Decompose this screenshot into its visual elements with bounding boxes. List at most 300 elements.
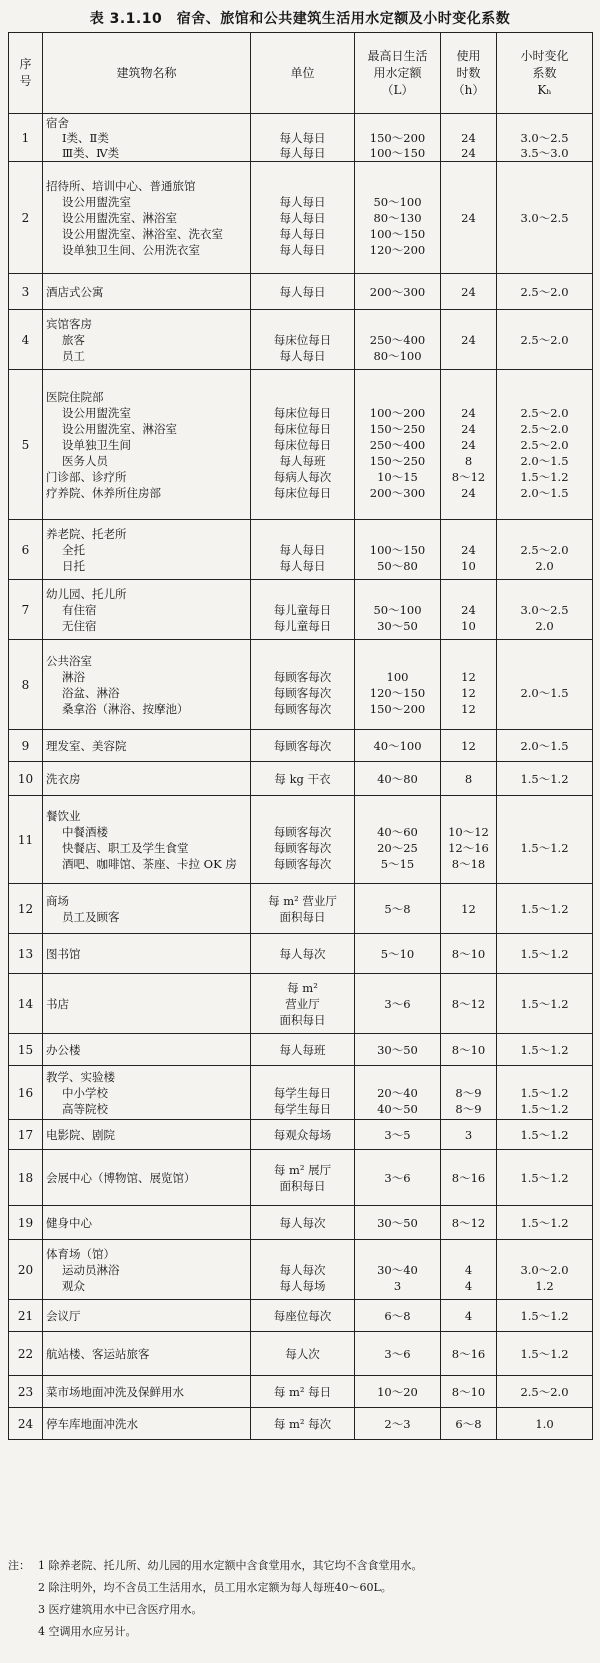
unit-line: 每人每日 (279, 284, 326, 299)
building-name-line: 快餐店、职工及学生食堂 (62, 840, 189, 855)
quota-line: 10～20 (377, 1384, 418, 1399)
kh-line: 3.0～2.5 (520, 210, 569, 225)
kh-cell (497, 310, 593, 370)
table-row (9, 274, 593, 310)
unit-line (251, 808, 354, 824)
kh-cell (497, 1332, 593, 1376)
hours-line: 8～10 (451, 1384, 486, 1399)
building-name-line: 中小学校 (62, 1085, 108, 1100)
building-name-line: 设公用盥洗室、淋浴室 (62, 210, 177, 225)
quota-line: 5～8 (384, 901, 411, 916)
table-row (9, 1206, 593, 1240)
unit-line: 每人每日 (279, 130, 326, 145)
building-name-line: 体育场（馆） (46, 1246, 115, 1261)
hours-line: 24 (461, 542, 476, 557)
kh-line (497, 1069, 592, 1085)
hours-line: 12 (461, 738, 476, 753)
unit-line: 每人每次 (279, 1262, 326, 1277)
kh-cell (497, 796, 593, 884)
unit-line: 每床位每日 (273, 405, 332, 420)
unit-line: 每顾客每次 (273, 685, 332, 700)
row-number: 5 (9, 370, 43, 520)
note-line (8, 1577, 592, 1599)
kh-line: 1.5～1.2 (520, 946, 569, 961)
kh-line: 1.5～1.2 (520, 1127, 569, 1142)
quota-cell (355, 1206, 441, 1240)
hours-cell (441, 1150, 497, 1206)
hours-line: 8～12 (451, 1215, 486, 1230)
building-name-line: Ⅰ类、Ⅱ类 (62, 130, 109, 145)
row-number: 16 (9, 1066, 43, 1120)
unit-line: 每 m² (287, 980, 318, 995)
building-name-line: 电影院、剧院 (46, 1127, 115, 1142)
hours-line (441, 242, 496, 258)
hours-line: 8～9 (455, 1085, 482, 1100)
unit-cell (251, 974, 355, 1034)
header-row (9, 33, 593, 114)
building-name-cell (43, 520, 251, 580)
building-name-cell (43, 934, 251, 974)
hours-line (441, 348, 496, 364)
building-name-cell (43, 1206, 251, 1240)
unit-line: 每顾客每次 (273, 701, 332, 716)
quota-line: 150～200 (369, 130, 426, 145)
header-line: 号 (19, 74, 32, 88)
kh-line: 3.5～3.0 (520, 146, 569, 161)
hours-line: 12 (461, 901, 476, 916)
quota-cell (355, 1240, 441, 1300)
hours-cell (441, 1206, 497, 1240)
quota-line (355, 115, 440, 130)
quota-line: 120～150 (369, 685, 426, 700)
quota-line: 40～60 (377, 824, 418, 839)
unit-line: 每 kg 干衣 (274, 771, 331, 786)
kh-line (497, 226, 592, 242)
unit-cell (251, 1300, 355, 1332)
hours-line (441, 653, 496, 669)
unit-cell (251, 370, 355, 520)
kh-line (497, 586, 592, 602)
building-name-line: 养老院、托老所 (46, 526, 127, 541)
unit-line: 每观众每场 (273, 1127, 332, 1142)
kh-line: 2.0 (535, 558, 554, 573)
hours-cell (441, 520, 497, 580)
unit-line: 每儿童每日 (273, 602, 332, 617)
building-name-cell (43, 114, 251, 162)
hours-cell (441, 1376, 497, 1408)
table-row (9, 884, 593, 934)
unit-line: 面积每日 (279, 1012, 326, 1027)
table-row (9, 640, 593, 730)
quota-cell (355, 310, 441, 370)
unit-cell (251, 1066, 355, 1120)
unit-line: 每人每日 (279, 348, 326, 363)
quota-line: 30～50 (377, 1042, 418, 1057)
kh-cell (497, 762, 593, 796)
unit-cell (251, 1206, 355, 1240)
kh-line: 3.0～2.0 (520, 1262, 569, 1277)
quota-cell (355, 1034, 441, 1066)
unit-line: 每人每场 (279, 1278, 326, 1293)
table-row (9, 934, 593, 974)
kh-cell (497, 520, 593, 580)
building-name-line: 设公用盥洗室、淋浴室 (62, 421, 177, 436)
table-row (9, 370, 593, 520)
unit-cell (251, 1408, 355, 1440)
building-name-line: 设单独卫生间 (62, 437, 131, 452)
quota-line: 3 (393, 1278, 402, 1293)
building-name-line: 招待所、培训中心、普通旅馆 (46, 178, 196, 193)
quota-line: 250～400 (369, 437, 426, 452)
row-number: 23 (9, 1376, 43, 1408)
unit-line: 每床位每日 (273, 437, 332, 452)
hours-line: 24 (461, 485, 476, 500)
kh-line: 1.5～1.2 (520, 1170, 569, 1185)
quota-line: 150～200 (369, 701, 426, 716)
building-name-line: 停车库地面冲洗水 (46, 1416, 138, 1431)
unit-line: 每病人每次 (273, 469, 332, 484)
building-name-line: 有住宿 (62, 602, 97, 617)
unit-cell (251, 1034, 355, 1066)
quota-line: 3～5 (384, 1127, 411, 1142)
quota-line: 3～6 (384, 996, 411, 1011)
quota-cell (355, 274, 441, 310)
kh-line: 2.0～1.5 (520, 685, 569, 700)
unit-line: 面积每日 (279, 909, 326, 924)
quota-line: 50～100 (373, 194, 422, 209)
quota-line (355, 1069, 440, 1085)
hours-line: 8～10 (451, 1042, 486, 1057)
quota-line (355, 389, 440, 405)
building-name-line: 会议厅 (46, 1308, 81, 1323)
hours-cell (441, 1066, 497, 1120)
kh-cell (497, 1376, 593, 1408)
hours-cell (441, 1332, 497, 1376)
quota-line: 250～400 (369, 332, 426, 347)
unit-line: 每人每次 (279, 1215, 326, 1230)
hours-line (441, 808, 496, 824)
unit-line: 每人每日 (279, 542, 326, 557)
table-row (9, 974, 593, 1034)
building-name-cell (43, 310, 251, 370)
building-name-line: 疗养院、休养所住房部 (46, 485, 161, 500)
building-name-line: 菜市场地面冲洗及保鲜用水 (46, 1384, 184, 1399)
quota-line: 80～100 (373, 348, 422, 363)
quota-cell (355, 1376, 441, 1408)
row-number: 12 (9, 884, 43, 934)
hours-line: 24 (461, 130, 476, 145)
unit-line: 每床位每日 (273, 421, 332, 436)
building-name-line: 健身中心 (46, 1215, 92, 1230)
quota-line: 100 (386, 669, 409, 684)
table-row (9, 1408, 593, 1440)
building-name-cell (43, 1066, 251, 1120)
unit-line: 每 m² 展厅 (273, 1162, 332, 1177)
hours-cell (441, 884, 497, 934)
kh-line: 1.5～1.2 (520, 771, 569, 786)
table-row (9, 1034, 593, 1066)
quota-line (355, 586, 440, 602)
unit-line (251, 115, 354, 130)
unit-line: 每儿童每日 (273, 618, 332, 633)
building-name-line: 运动员淋浴 (62, 1262, 120, 1277)
table-row (9, 1150, 593, 1206)
kh-line: 1.5～1.2 (520, 996, 569, 1011)
row-number: 22 (9, 1332, 43, 1376)
building-name-line: 酒店式公寓 (46, 284, 104, 299)
kh-line: 1.5～1.2 (520, 1085, 569, 1100)
unit-cell (251, 934, 355, 974)
row-number: 20 (9, 1240, 43, 1300)
building-name-line: 观众 (62, 1278, 85, 1293)
kh-cell (497, 114, 593, 162)
hours-line: 10 (461, 618, 476, 633)
table-body (9, 114, 593, 1440)
table-row (9, 1300, 593, 1332)
header-building-name (43, 33, 251, 114)
kh-line: 2.5～2.0 (520, 421, 569, 436)
hours-cell (441, 1034, 497, 1066)
unit-cell (251, 114, 355, 162)
building-name-line: 宿舍 (46, 115, 69, 130)
note-line (8, 1555, 592, 1577)
unit-cell (251, 1150, 355, 1206)
hours-line (441, 389, 496, 405)
kh-cell (497, 974, 593, 1034)
building-name-line: 旅客 (62, 332, 85, 347)
quota-line: 3～6 (384, 1170, 411, 1185)
kh-line (497, 178, 592, 194)
building-name-cell (43, 1034, 251, 1066)
quota-line: 150～250 (369, 453, 426, 468)
hours-line: 4 (464, 1308, 473, 1323)
kh-line (497, 242, 592, 258)
kh-line: 1.5～1.2 (520, 1308, 569, 1323)
unit-line: 每床位每日 (273, 485, 332, 500)
kh-line (497, 669, 592, 685)
kh-line: 1.5～1.2 (520, 1215, 569, 1230)
header-line: 建筑物名称 (116, 65, 177, 80)
unit-line: 每学生每日 (273, 1101, 332, 1116)
building-name-cell (43, 796, 251, 884)
hours-line: 24 (461, 146, 476, 161)
note-4: 4 空调用水应另计。 (38, 1625, 137, 1638)
unit-line (251, 526, 354, 542)
unit-line: 营业厅 (285, 996, 320, 1011)
kh-line (497, 1246, 592, 1262)
quota-line: 200～300 (369, 284, 426, 299)
quota-line: 50～100 (373, 602, 422, 617)
quota-cell (355, 640, 441, 730)
quota-line: 200～300 (369, 485, 426, 500)
row-number: 15 (9, 1034, 43, 1066)
kh-cell (497, 1150, 593, 1206)
hours-line: 8～10 (451, 946, 486, 961)
building-name-line: 理发室、美容院 (46, 738, 127, 753)
building-name-line: 全托 (62, 542, 85, 557)
hours-line: 8 (464, 771, 473, 786)
header-line: （L） (381, 82, 414, 97)
building-name-line: 办公楼 (46, 1042, 81, 1057)
quota-line: 100～150 (369, 146, 426, 161)
quota-line: 100～150 (369, 542, 426, 557)
table-row (9, 1376, 593, 1408)
hours-line (441, 1246, 496, 1262)
kh-line: 1.5～1.2 (520, 1042, 569, 1057)
hours-line: 6～8 (455, 1416, 482, 1431)
kh-line: 3.0～2.5 (520, 130, 569, 145)
unit-line: 每学生每日 (273, 1085, 332, 1100)
kh-cell (497, 1120, 593, 1150)
quota-line: 100～150 (369, 226, 426, 241)
hours-line: 4 (464, 1278, 473, 1293)
unit-line: 每人每日 (279, 146, 326, 161)
hours-cell (441, 580, 497, 640)
row-number: 7 (9, 580, 43, 640)
hours-line: 10～12 (448, 824, 489, 839)
building-name-line: 图书馆 (46, 946, 81, 961)
quota-line: 6～8 (384, 1308, 411, 1323)
hours-line: 8～16 (451, 1170, 486, 1185)
quota-line: 30～40 (377, 1262, 418, 1277)
hours-cell (441, 796, 497, 884)
quota-line: 20～25 (377, 840, 418, 855)
building-name-line: 航站楼、客运站旅客 (46, 1346, 150, 1361)
unit-line: 每人每日 (279, 242, 326, 257)
quota-line: 3～6 (384, 1346, 411, 1361)
building-name-line: 会展中心（博物馆、展览馆） (46, 1170, 196, 1185)
kh-cell (497, 884, 593, 934)
building-name-cell (43, 162, 251, 274)
unit-line: 每 m² 营业厅 (268, 893, 337, 908)
header-line: 最高日生活 (367, 48, 428, 63)
kh-cell (497, 1408, 593, 1440)
kh-cell (497, 370, 593, 520)
building-name-line: 高等院校 (62, 1101, 108, 1116)
quota-line: 40～50 (377, 1101, 418, 1116)
hours-line: 10 (461, 558, 476, 573)
header-line: 系数 (532, 65, 557, 80)
quota-line: 80～130 (373, 210, 422, 225)
unit-cell (251, 1120, 355, 1150)
building-name-cell (43, 1120, 251, 1150)
quota-line: 5～15 (380, 856, 415, 871)
building-name-line: 日托 (62, 558, 85, 573)
building-name-line: 洗衣房 (46, 771, 81, 786)
unit-cell (251, 884, 355, 934)
hours-cell (441, 114, 497, 162)
quota-line: 30～50 (377, 1215, 418, 1230)
row-number: 9 (9, 730, 43, 762)
hours-line (441, 194, 496, 210)
kh-cell (497, 274, 593, 310)
unit-cell (251, 162, 355, 274)
building-name-line: Ⅲ类、Ⅳ类 (62, 146, 120, 161)
hours-cell (441, 974, 497, 1034)
unit-cell (251, 1332, 355, 1376)
hours-line: 8～9 (455, 1101, 482, 1116)
unit-line: 每顾客每次 (273, 669, 332, 684)
unit-line (251, 1069, 354, 1085)
kh-cell (497, 934, 593, 974)
building-name-line: 医院住院部 (46, 389, 104, 404)
hours-line (441, 115, 496, 130)
kh-line: 3.0～2.5 (520, 602, 569, 617)
row-number: 10 (9, 762, 43, 796)
kh-line: 1.2 (535, 1278, 554, 1293)
kh-line (497, 316, 592, 332)
hours-line: 8～16 (451, 1346, 486, 1361)
note-1: 1 除养老院、托儿所、幼儿园的用水定额中含食堂用水，其它均不含食堂用水。 (38, 1559, 423, 1572)
quota-line: 30～50 (377, 618, 418, 633)
unit-line (251, 178, 354, 194)
kh-line: 1.0 (535, 1416, 554, 1431)
quota-line (355, 653, 440, 669)
hours-line (441, 586, 496, 602)
hours-cell (441, 162, 497, 274)
hours-line (441, 526, 496, 542)
building-name-line: 桑拿浴（淋浴、按摩池） (62, 701, 189, 716)
hours-line: 8～12 (451, 469, 486, 484)
quota-cell (355, 370, 441, 520)
row-number: 13 (9, 934, 43, 974)
kh-line: 2.0～1.5 (520, 738, 569, 753)
row-number: 18 (9, 1150, 43, 1206)
quota-cell (355, 1300, 441, 1332)
building-name-cell (43, 730, 251, 762)
kh-line: 1.5～1.2 (520, 901, 569, 916)
unit-line: 每顾客每次 (273, 856, 332, 871)
hours-line (441, 316, 496, 332)
building-name-cell (43, 1150, 251, 1206)
unit-line: 每床位每日 (273, 332, 332, 347)
quota-line (355, 808, 440, 824)
building-name-line: 中餐酒楼 (62, 824, 108, 839)
kh-line: 1.5～1.2 (520, 469, 569, 484)
building-name-cell (43, 974, 251, 1034)
unit-line: 每顾客每次 (273, 824, 332, 839)
unit-cell (251, 762, 355, 796)
kh-line: 1.5～1.2 (520, 840, 569, 855)
building-name-line: 淋浴 (62, 669, 85, 684)
building-name-cell (43, 1408, 251, 1440)
building-name-line: 设公用盥洗室 (62, 194, 131, 209)
row-number: 2 (9, 162, 43, 274)
quota-cell (355, 762, 441, 796)
note-2: 2 除注明外，均不含员工生活用水，员工用水定额为每人每班40～60L。 (38, 1581, 392, 1594)
hours-cell (441, 1408, 497, 1440)
unit-line: 每人每次 (279, 946, 326, 961)
header-hours (441, 33, 497, 114)
unit-line (251, 316, 354, 332)
kh-cell (497, 1240, 593, 1300)
unit-line: 每顾客每次 (273, 840, 332, 855)
quota-line (355, 178, 440, 194)
hours-line (441, 1069, 496, 1085)
kh-line: 2.0～1.5 (520, 485, 569, 500)
quota-cell (355, 934, 441, 974)
kh-cell (497, 162, 593, 274)
unit-cell (251, 1376, 355, 1408)
building-name-line: 商场 (46, 893, 69, 908)
kh-line: 1.5～1.2 (520, 1346, 569, 1361)
header-line: （h） (452, 82, 485, 97)
quota-line: 40～100 (373, 738, 422, 753)
table-row (9, 580, 593, 640)
quota-cell (355, 114, 441, 162)
building-name-line: 设单独卫生间、公用洗衣室 (62, 242, 200, 257)
quota-cell (355, 580, 441, 640)
